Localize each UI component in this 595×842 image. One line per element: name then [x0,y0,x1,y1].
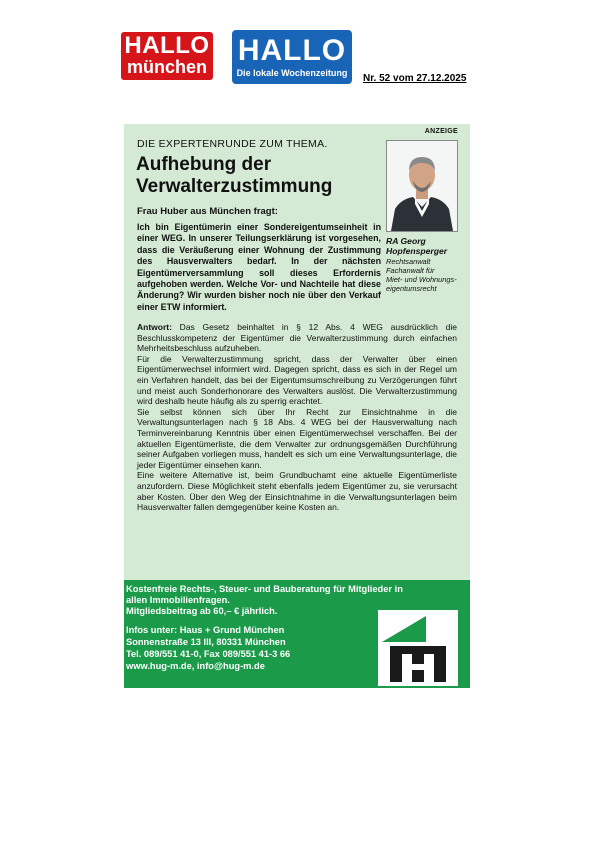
house-logo-icon [378,610,458,686]
hallo-wochenzeitung-logo [232,30,352,84]
answer-paragraph-1 [137,322,457,354]
author-name-line1: RA Georg [386,236,426,246]
author-name-line2: Hopfensperger [386,246,448,256]
issue-date: Nr. 52 vom 27.12.2025 [363,73,467,84]
author-role-line2: Fachanwalt für [386,266,435,275]
author-role-line1: Rechtsanwalt [386,257,431,266]
author-role-line3: Miet- und Wohnungs- [386,275,457,284]
answer-lead: Antwort: [137,322,172,332]
question-intro: Frau Huber aus München fragt: [137,206,278,217]
author-photo [386,140,458,232]
author-portrait-icon [387,141,457,231]
ad-label: ANZEIGE [424,128,458,135]
footer-line2: allen Immobilienfragen. [126,595,230,605]
footer-line4: Infos unter: Haus + Grund München [126,625,285,635]
footer-line7: www.hug-m.de, info@hug-m.de [126,661,265,671]
answer-paragraph-2: Für die Verwalterzustimmung spricht, dass der Verwalter über einen Eigentümerwechsel informiert wird. Dagegen spricht, dass es sich in der Regel um ein Verfahren handelt, das bei der Eigentumsumschreibung zu Verzögerungen führt und meist auch Sonderhonorare des Verwalters auslöst. Die Verwalterzustimmung wird deshalb heute häufig als zu sperrig erachtet. [137,353,457,407]
kicker: DIE EXPERTENRUNDE ZUM THEMA. [137,138,328,150]
hallo-wochenzeitung-logo-line1: HALLO [237,34,347,67]
hallo-muenchen-logo-line1: HALLO [124,32,210,59]
answer-paragraph-4: Eine weitere Alternative ist, beim Grundbuchamt eine aktuelle Eigentümerliste anzufordern. Diese Möglichkeit steht ebenfalls jedem Eigentümer zu, sie verursacht aber Kosten. Über den Weg der Einsichtnahme in die Verwaltungsunterlagen beim Hausverwalter fallen demgegenüber keine Kosten an. [137,470,457,513]
answer-p1: Das Gesetz beinhaltet in § 12 Abs. 4 WEG ausdrücklich die Beschlusskompetenz der Eigentümer die Verwalterzustimmung durch einfachen Mehrheitsbeschluss aufzuheben. [137,322,457,354]
hallo-wochenzeitung-logo-line2: Die lokale Wochenzeitung [236,68,348,78]
haus-und-grund-logo [378,610,458,686]
author-info [386,236,470,293]
hallo-muenchen-logo-line2: münchen [126,57,207,77]
headline [136,154,386,198]
hallo-muenchen-logo [121,32,213,80]
footer-banner [124,580,470,688]
author-role [386,257,470,293]
advertisement-box [124,124,470,688]
author-role-line4: eigentumsrecht [386,284,437,293]
headline-line2: Verwalterzustimmung [136,176,333,197]
footer-line5: Sonnenstraße 13 III, 80331 München [126,637,286,647]
answer-text [137,322,457,513]
footer-line6: Tel. 089/551 41-0, Fax 089/551 41-3 66 [126,649,291,659]
answer-paragraph-3: Sie selbst können sich über Ihr Recht zur Einsichtnahme in die Verwaltungsunterlagen nach § 18 Abs. 4 WEG bei der Hausverwaltung nach Terminvereinbarung Kenntnis über einen Eigentümerwechsel verschaffen. Bei der aktuellen Eigentümerliste, die dem Verwalter zur ordnungsgemäßen Durchführung seiner Aufgaben vorliegen muss, handelt es sich um eine Verwaltungsunterlage, die jeder Eigentümer einsehen kann. [137,406,457,470]
footer-line3: Mitgliedsbeitrag ab 60,– € jährlich. [126,606,278,616]
footer-line1: Kostenfreie Rechts-, Steuer- und Bauberatung für Mitglieder in [126,584,403,594]
headline-line1: Aufhebung der [136,154,272,175]
question-text: Ich bin Eigentümerin einer Sondereigentumseinheit in einer WEG. In unserer Teilungserklärung ist vorgesehen, dass die Veräußerung einer Wohnung der Zustimmung des Hausverwalters bedarf. In der nächsten Eigentümerversammlung soll dieses Erfordernis aufgehoben werden. Welche Vor- und Nachteile hat diese Änderung? Wir wurden bisher noch nie über den Verkauf einer ETW informiert. [137,222,381,312]
